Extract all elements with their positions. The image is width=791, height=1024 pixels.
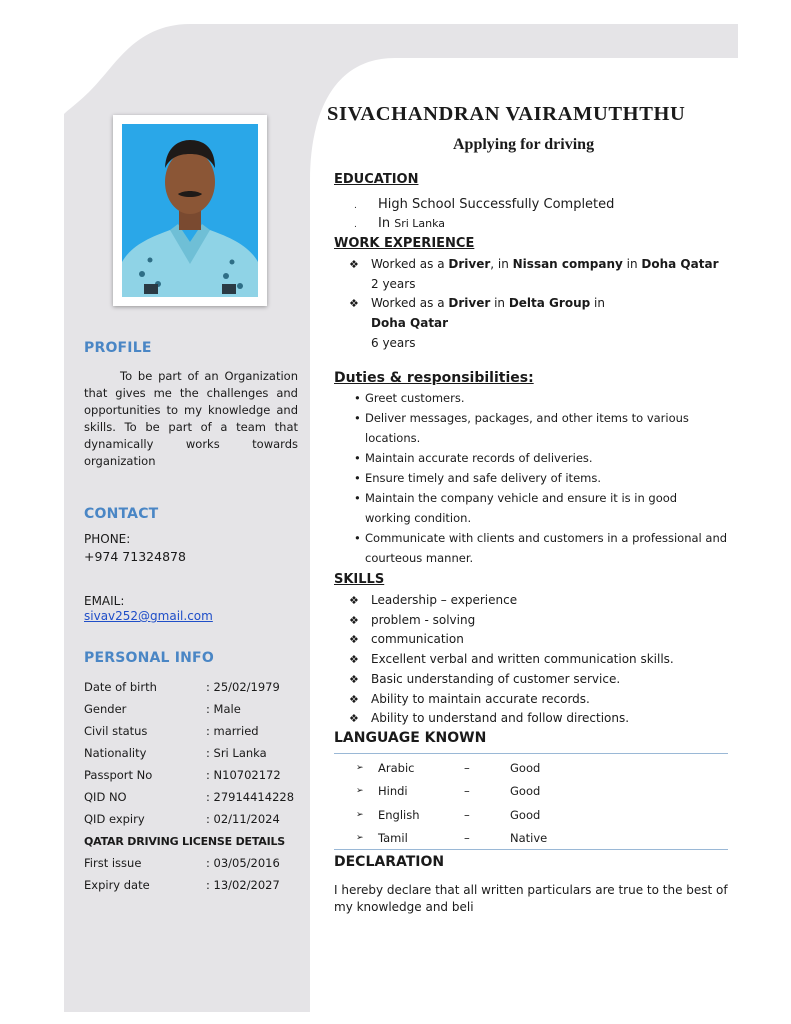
job-company: Nissan company	[512, 257, 623, 271]
list-item: ❖ Worked as a Driver, in Nissan company in Doha Qatar	[349, 255, 729, 275]
job-role: Driver	[448, 296, 491, 311]
table-row: ➢ Tamil – Native	[356, 831, 548, 846]
info-row	[84, 720, 304, 742]
diamond-bullet-icon: ❖	[349, 258, 359, 271]
applying-for: Applying for driving	[453, 136, 595, 153]
phone-label: PHONE:	[84, 532, 131, 546]
job-role: Driver	[448, 257, 491, 271]
job-place: Doha Qatar	[371, 316, 449, 331]
profile-photo-frame	[113, 115, 267, 306]
arrow-bullet-icon: ➢	[356, 809, 364, 820]
list-item: • Maintain accurate records of deliveries.	[354, 448, 734, 468]
diamond-bullet-icon: ❖	[349, 653, 359, 667]
email-link[interactable]: sivav252@gmail.com	[84, 609, 213, 623]
bullet-icon: •	[354, 411, 361, 425]
info-label: Expiry date	[84, 878, 150, 892]
duties-heading: Duties & responsibilities:	[334, 370, 534, 386]
info-row	[84, 742, 304, 764]
list-item: • Maintain the company vehicle and ensure it is in good working condition.	[354, 488, 734, 528]
list-item: ❖ Excellent verbal and written communication skills.	[349, 650, 674, 670]
list-item: ❖ Worked as a Driver in Delta Group in	[349, 294, 729, 314]
diamond-bullet-icon: ❖	[349, 594, 359, 607]
languages-heading: LANGUAGE KNOWN	[334, 730, 487, 746]
profile-text: To be part of an Organization that gives me the challenges and opportunities to my knowledge and skills. To be part of a team that dynamically works towards organization	[84, 369, 298, 468]
info-label: QID NO	[84, 790, 127, 804]
info-label: First issue	[84, 856, 142, 870]
profile-heading: PROFILE	[84, 340, 152, 356]
languages-table	[356, 756, 547, 850]
skills-heading: SKILLS	[334, 572, 385, 587]
info-value: : Male	[206, 702, 241, 716]
divider	[334, 849, 728, 850]
info-value: : 13/02/2027	[206, 878, 280, 892]
education-heading: EDUCATION	[334, 172, 419, 187]
email-label: EMAIL:	[84, 594, 125, 608]
list-item: ❖ Ability to understand and follow directions.	[349, 709, 674, 729]
arrow-bullet-icon: ➢	[356, 833, 364, 844]
info-value: : 27914414228	[206, 790, 295, 804]
work-list	[349, 255, 729, 354]
education-item	[354, 214, 445, 235]
job-duration: 2 years	[371, 276, 416, 291]
info-label: QID expiry	[84, 812, 145, 826]
info-value: : 03/05/2016	[206, 856, 280, 870]
bullet-icon: •	[354, 531, 361, 545]
education-line: High School Successfully Completed	[378, 197, 615, 212]
list-item: ❖ Basic understanding of customer service.	[349, 670, 674, 690]
info-label: Nationality	[84, 746, 147, 760]
personal-info-table	[84, 676, 304, 896]
diamond-bullet-icon: ❖	[349, 633, 359, 647]
diamond-bullet-icon: ❖	[349, 297, 359, 311]
duties-list	[354, 388, 734, 568]
declaration-heading: DECLARATION	[334, 854, 445, 870]
education-place: Sri Lanka	[394, 217, 446, 230]
info-row	[84, 676, 304, 698]
info-row	[84, 764, 304, 786]
diamond-bullet-icon: ❖	[349, 672, 359, 686]
list-item: • Ensure timely and safe delivery of items.	[354, 468, 734, 488]
bullet-icon: .	[354, 220, 357, 230]
info-value: : married	[206, 724, 259, 738]
personal-info-heading: PERSONAL INFO	[84, 650, 214, 666]
diamond-bullet-icon: ❖	[349, 613, 359, 627]
skills-list	[349, 591, 674, 729]
job-company: Delta Group	[508, 296, 591, 311]
education-prefix: In	[378, 216, 391, 231]
list-item: ❖ Ability to maintain accurate records.	[349, 690, 674, 710]
arrow-bullet-icon: ➢	[356, 762, 364, 773]
info-row	[84, 698, 304, 720]
candidate-name: SIVACHANDRAN VAIRAMUTHTHU	[327, 103, 686, 125]
work-experience-heading: WORK EXPERIENCE	[334, 236, 475, 251]
contact-heading: CONTACT	[84, 506, 159, 522]
info-row	[84, 874, 304, 896]
list-item: ❖ communication	[349, 630, 674, 650]
table-row: ➢ English – Good	[356, 807, 541, 822]
bullet-icon: .	[354, 201, 357, 211]
job-duration: 6 years	[371, 335, 416, 350]
diamond-bullet-icon: ❖	[349, 712, 359, 726]
phone-number: +974 71324878	[84, 549, 186, 564]
diamond-bullet-icon: ❖	[349, 692, 359, 706]
bullet-icon: •	[354, 391, 361, 405]
info-value: : 25/02/1979	[206, 680, 280, 694]
info-value: : Sri Lanka	[206, 746, 267, 760]
arrow-bullet-icon: ➢	[356, 786, 364, 797]
job-place: Doha Qatar	[641, 257, 719, 271]
info-label: Passport No	[84, 768, 153, 782]
info-value: : 02/11/2024	[206, 812, 280, 826]
list-item: ❖ problem - solving	[349, 611, 674, 631]
info-row	[84, 808, 304, 830]
info-label: Date of birth	[84, 680, 157, 694]
divider	[334, 753, 728, 754]
table-row: ➢ Arabic – Good	[356, 760, 541, 775]
list-item: • Deliver messages, packages, and other items to various locations.	[354, 408, 734, 448]
list-item: • Communicate with clients and customers in a professional and courteous manner.	[354, 528, 734, 568]
info-row	[84, 852, 304, 874]
list-item: • Greet customers.	[354, 388, 734, 408]
profile-photo	[122, 124, 258, 297]
info-row	[84, 786, 304, 808]
bullet-icon: •	[354, 451, 361, 465]
list-item: ❖ Leadership – experience	[349, 591, 674, 611]
table-row: ➢ Hindi – Good	[356, 784, 541, 799]
license-title: QATAR DRIVING LICENSE DETAILS	[84, 834, 286, 848]
education-item	[354, 195, 614, 216]
info-label: Gender	[84, 702, 127, 716]
bullet-icon: •	[354, 471, 361, 485]
info-value: : N10702172	[206, 768, 281, 782]
info-label: Civil status	[84, 724, 148, 738]
declaration-text: I hereby declare that all written particulars are true to the best of my knowledge and beli	[334, 883, 728, 914]
bullet-icon: •	[354, 491, 361, 505]
